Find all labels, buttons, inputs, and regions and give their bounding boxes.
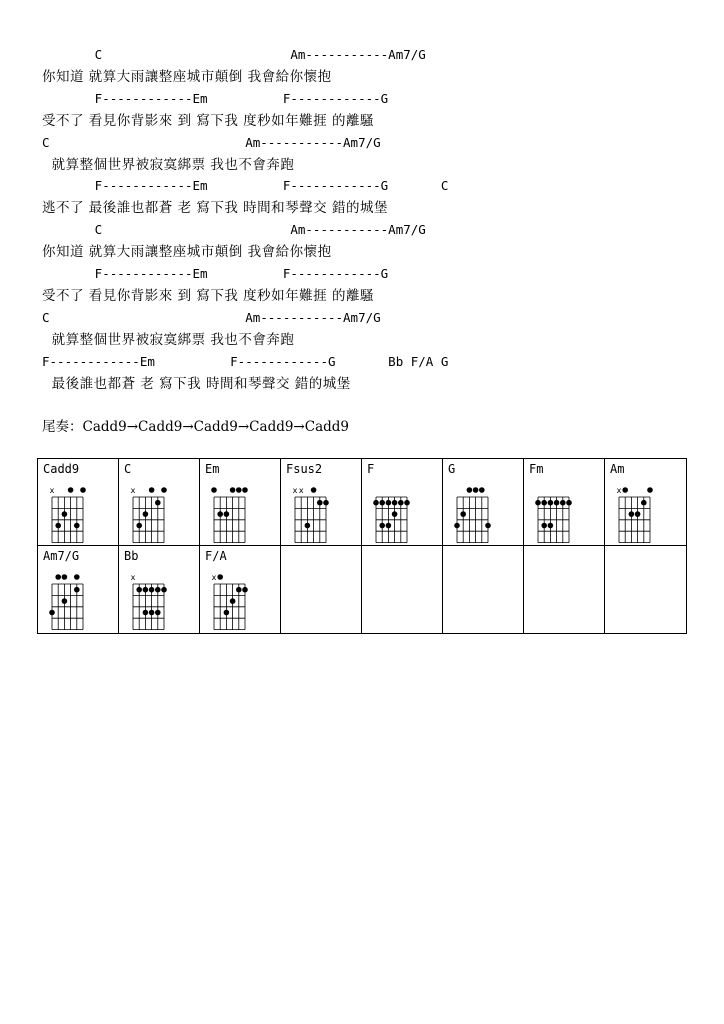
chord-name: Bb <box>124 549 139 563</box>
finger-dot <box>317 500 323 506</box>
chord-line: F------------Em F------------G <box>42 90 389 106</box>
chord-diagram <box>362 459 443 546</box>
finger-dot <box>641 500 647 506</box>
chord-line: C Am-----------Am7/G <box>42 134 381 150</box>
chord-line: F------------Em F------------G Bb F/A G <box>42 353 449 369</box>
finger-dot <box>136 587 142 593</box>
chord-cell-empty <box>443 546 524 633</box>
muted-string-marker: x <box>298 486 304 495</box>
chord-name: Cadd9 <box>43 462 80 476</box>
chord-cell <box>119 546 200 633</box>
open-string-marker <box>479 487 485 493</box>
finger-dot <box>62 598 68 604</box>
open-string-marker <box>55 574 61 580</box>
finger-dot <box>386 523 392 529</box>
lyric-line: 就算整個世界被寂寞綁票 我也不會奔跑 <box>42 156 295 173</box>
chord-cell-empty <box>524 546 605 633</box>
finger-dot <box>242 587 248 593</box>
finger-dot <box>460 511 466 517</box>
chord-diagram <box>38 546 119 633</box>
finger-dot <box>379 523 385 529</box>
finger-dot <box>386 500 392 506</box>
finger-dot <box>548 500 554 506</box>
chord-name: F <box>367 462 375 476</box>
chord-cell-empty <box>362 546 443 633</box>
open-string-marker <box>236 487 242 493</box>
finger-dot <box>541 523 547 529</box>
finger-dot <box>49 610 55 616</box>
chord-diagram <box>605 459 686 546</box>
open-string-marker <box>62 574 68 580</box>
lyric-line: 就算整個世界被寂寞綁票 我也不會奔跑 <box>42 331 295 348</box>
chord-name: G <box>448 462 456 476</box>
chord-line: F------------Em F------------G C <box>42 178 449 194</box>
chord-cell <box>605 459 686 546</box>
open-string-marker <box>311 487 317 493</box>
finger-dot <box>454 523 460 529</box>
finger-dot <box>404 500 410 506</box>
muted-string-marker: x <box>130 573 136 582</box>
open-string-marker <box>161 487 167 493</box>
finger-dot <box>74 523 80 529</box>
finger-dot <box>155 610 161 616</box>
finger-dot <box>554 500 560 506</box>
chord-name: F/A <box>205 549 227 563</box>
finger-dot <box>136 523 142 529</box>
finger-dot <box>230 598 236 604</box>
chord-name: C <box>124 462 132 476</box>
finger-dot <box>635 511 641 517</box>
chord-name: Am <box>610 462 625 476</box>
muted-string-marker: x <box>49 486 55 495</box>
finger-dot <box>155 500 161 506</box>
chord-diagram <box>119 546 200 633</box>
muted-string-marker: x <box>130 486 136 495</box>
chord-line: F------------Em F------------G <box>42 266 389 281</box>
finger-dot <box>541 500 547 506</box>
finger-dot <box>224 511 230 517</box>
open-string-marker <box>68 487 74 493</box>
chord-name: Fsus2 <box>286 462 323 476</box>
lyric-line: 你知道 就算大雨讓整座城市顛倒 我會給你懷抱 <box>42 68 332 85</box>
finger-dot <box>143 511 149 517</box>
chord-line: C Am-----------Am7/G <box>42 47 426 62</box>
open-string-marker <box>230 487 236 493</box>
muted-string-marker: x <box>211 573 217 582</box>
finger-dot <box>62 511 68 517</box>
muted-string-marker: x <box>616 486 622 495</box>
finger-dot <box>55 523 61 529</box>
finger-dot <box>379 500 385 506</box>
chord-diagram <box>200 459 281 546</box>
open-string-marker <box>242 487 248 493</box>
open-string-marker <box>217 574 223 580</box>
open-string-marker <box>467 487 473 493</box>
open-string-marker <box>622 487 628 493</box>
lyric-line: 受不了 看見你背影來 到 寫下我 度秒如年難捱 的離騷 <box>42 112 374 129</box>
chord-line: C Am-----------Am7/G <box>42 309 381 325</box>
chord-diagram <box>443 459 524 546</box>
open-string-marker <box>149 487 155 493</box>
chord-cell <box>38 459 119 546</box>
chord-cell-empty <box>281 546 362 633</box>
chord-diagram <box>281 459 362 546</box>
lyric-line: 你知道 就算大雨讓整座城市顛倒 我會給你懷抱 <box>42 244 332 261</box>
open-string-marker <box>211 487 217 493</box>
finger-dot <box>323 500 329 506</box>
lyric-line: 受不了 看見你背影來 到 寫下我 度秒如年難捱 的離騷 <box>42 287 374 304</box>
finger-dot <box>305 523 311 529</box>
lyric-line: 最後誰也都蒼 老 寫下我 時間和琴聲交 錯的城堡 <box>42 375 351 392</box>
finger-dot <box>217 511 223 517</box>
open-string-marker <box>473 487 479 493</box>
finger-dot <box>548 523 554 529</box>
chord-cell <box>281 459 362 546</box>
chord-name: Fm <box>529 462 544 476</box>
finger-dot <box>629 511 635 517</box>
finger-dot <box>74 587 80 593</box>
chord-cell <box>362 459 443 546</box>
chord-chart <box>37 458 687 634</box>
finger-dot <box>398 500 404 506</box>
chord-diagram <box>200 546 281 633</box>
chord-diagram <box>38 459 119 546</box>
muted-string-marker: x <box>292 486 298 495</box>
chord-cell <box>443 459 524 546</box>
chord-cell-empty <box>605 546 686 633</box>
finger-dot <box>143 610 149 616</box>
finger-dot <box>143 587 149 593</box>
open-string-marker <box>647 487 653 493</box>
finger-dot <box>224 610 230 616</box>
finger-dot <box>485 523 491 529</box>
finger-dot <box>236 587 242 593</box>
chord-name: Am7/G <box>43 549 80 563</box>
finger-dot <box>155 587 161 593</box>
finger-dot <box>392 511 398 517</box>
open-string-marker <box>74 574 80 580</box>
finger-dot <box>392 500 398 506</box>
chord-cell <box>200 459 281 546</box>
lyric-line: 逃不了 最後誰也都蒼 老 寫下我 時間和琴聲交 錯的城堡 <box>42 200 388 217</box>
finger-dot <box>149 610 155 616</box>
open-string-marker <box>80 487 86 493</box>
chord-diagram <box>524 459 605 546</box>
finger-dot <box>560 500 566 506</box>
chord-cell <box>38 546 119 633</box>
finger-dot <box>149 587 155 593</box>
chord-name: Em <box>205 462 220 476</box>
finger-dot <box>161 587 167 593</box>
chord-cell <box>524 459 605 546</box>
finger-dot <box>535 500 541 506</box>
finger-dot <box>373 500 379 506</box>
chord-line: C Am-----------Am7/G <box>42 222 426 238</box>
chord-diagram <box>119 459 200 546</box>
outro-line: 尾奏：Cadd9→Cadd9→Cadd9→Cadd9→Cadd9 <box>42 419 349 435</box>
finger-dot <box>566 500 572 506</box>
chord-cell <box>119 459 200 546</box>
chord-cell <box>200 546 281 633</box>
